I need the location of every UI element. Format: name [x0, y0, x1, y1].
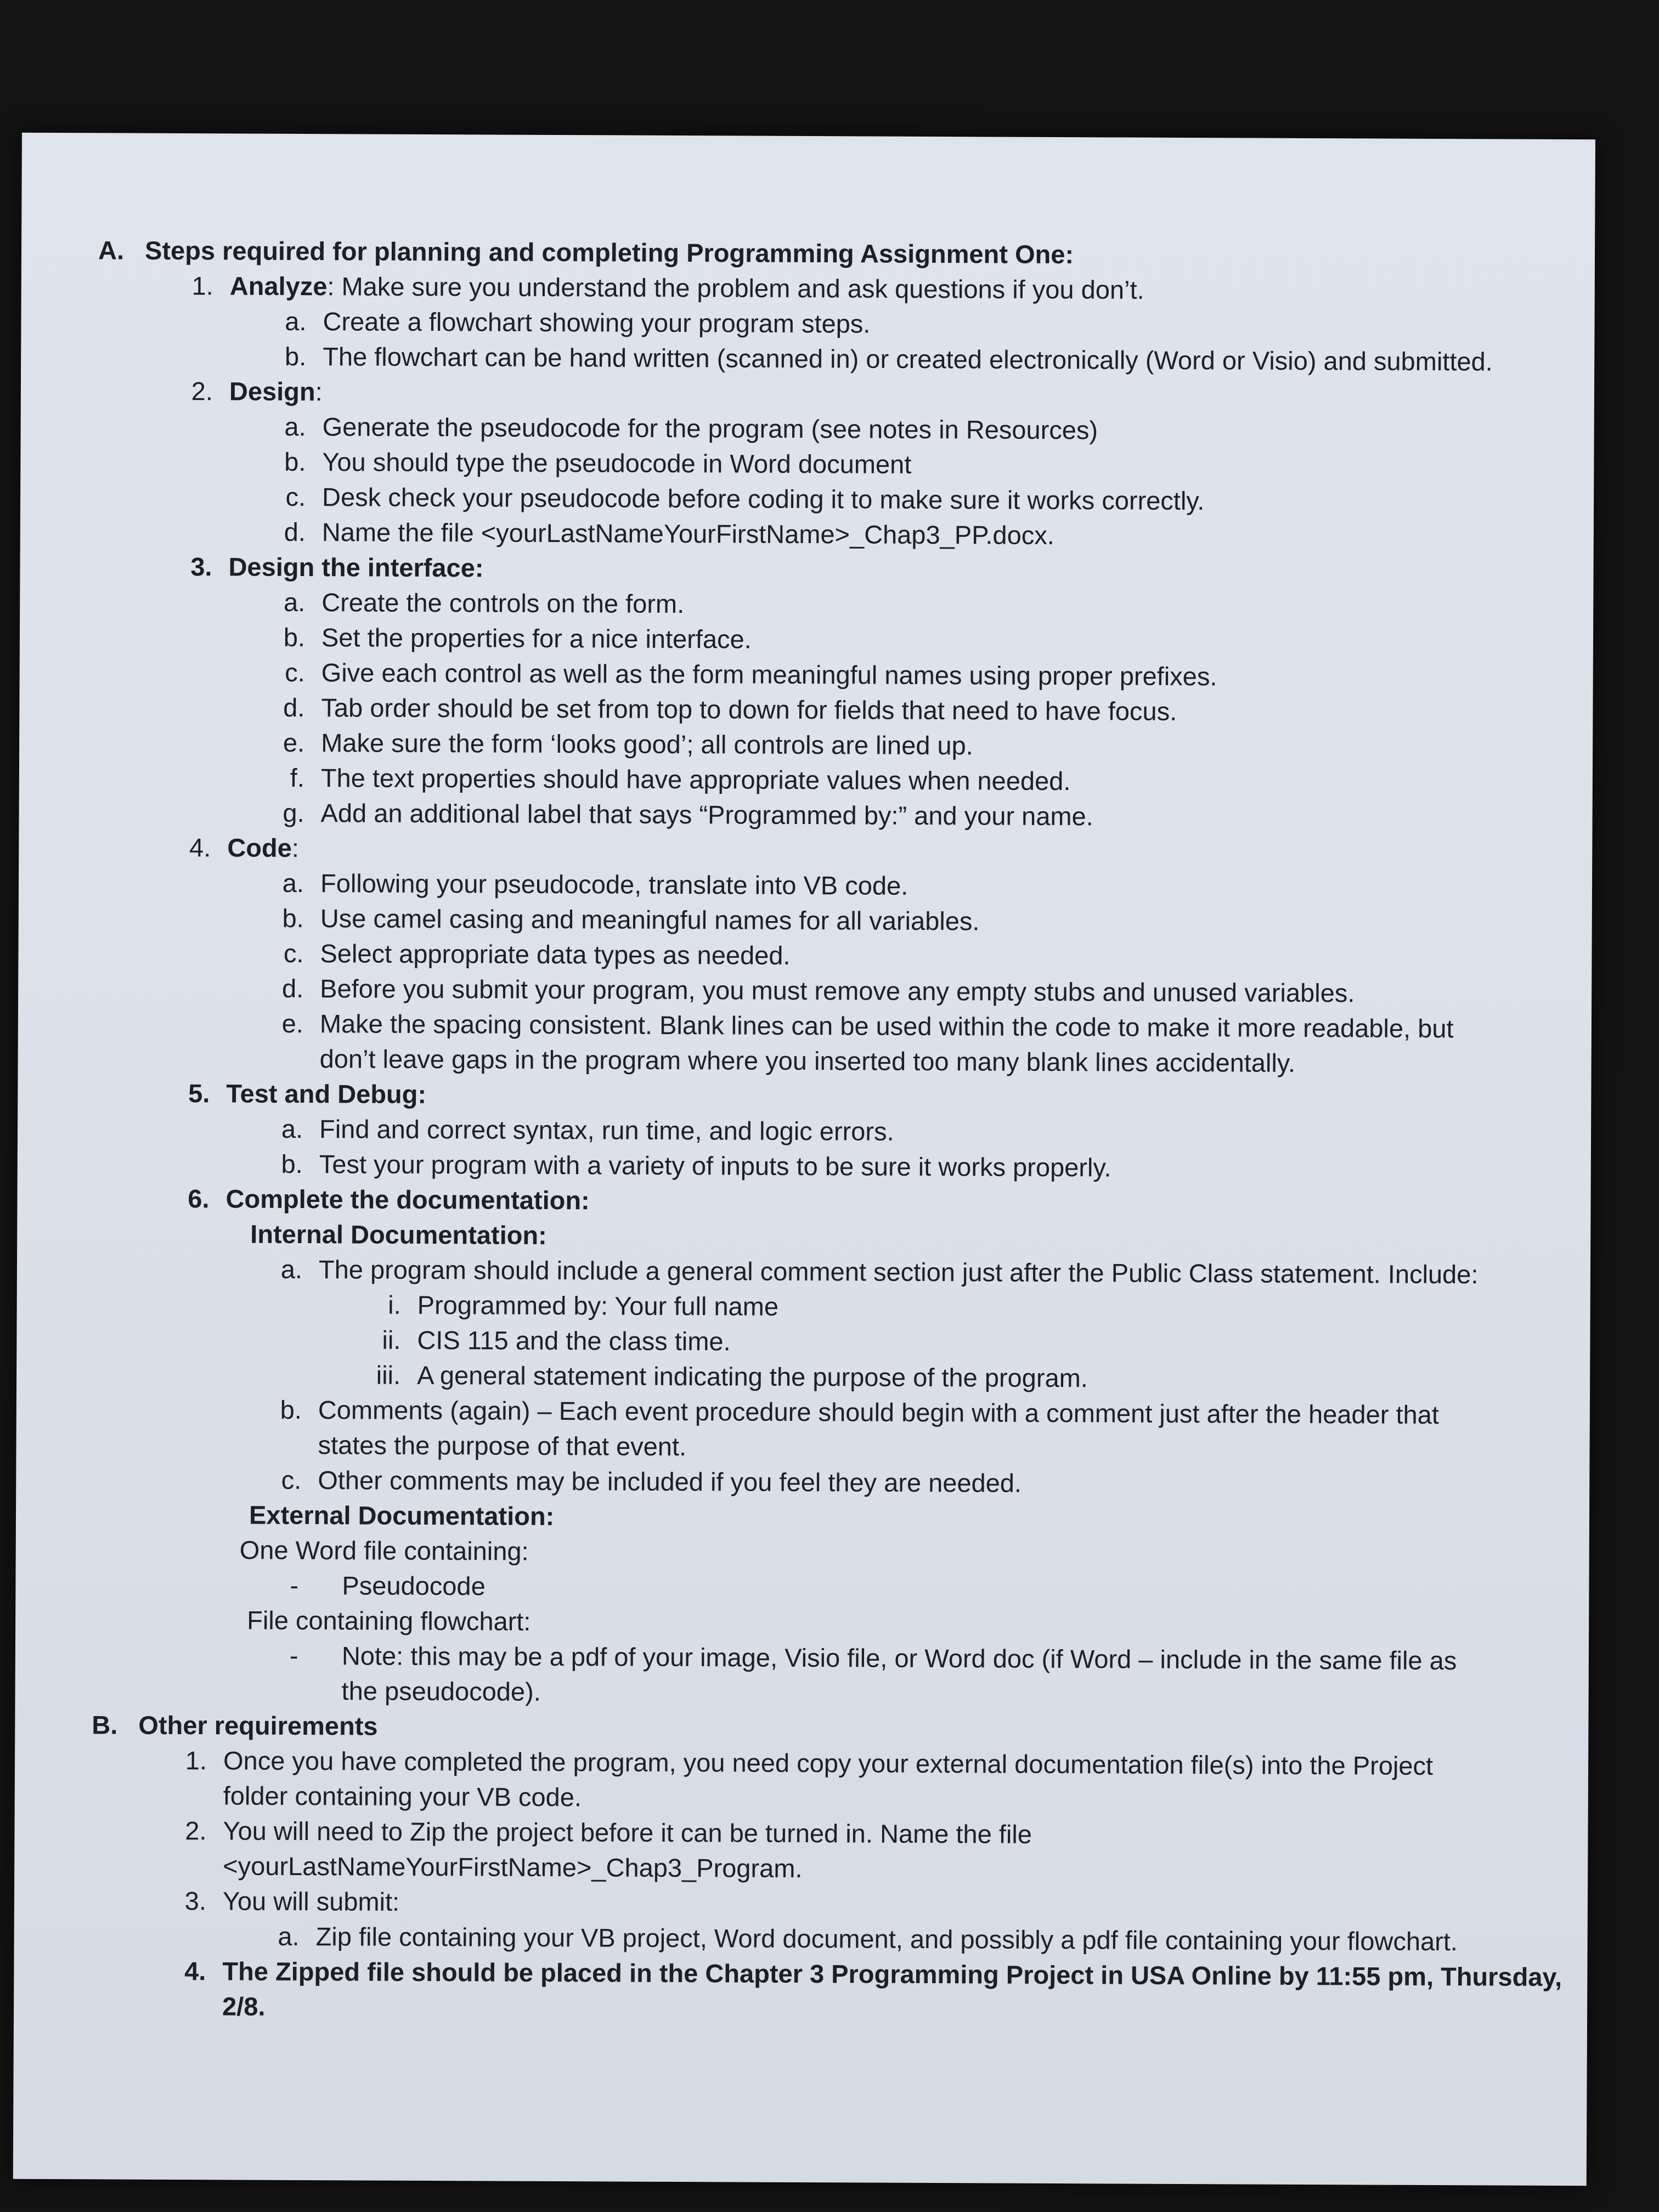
list-item: [95, 970, 1543, 1012]
sub-item: [94, 1286, 1542, 1328]
dash-marker: -: [290, 1570, 299, 1600]
item-text: Test your program with a variety of inputs to be sure it works properly.: [319, 1149, 1111, 1182]
item-marker: 3.: [184, 1886, 207, 1916]
requirement-item-continuation: [91, 1988, 1539, 2030]
list-item: [98, 303, 1546, 345]
item-text: You will submit:: [222, 1886, 400, 1916]
list-item: [93, 1462, 1541, 1503]
item-marker: f.: [290, 763, 305, 793]
item-text: Add an additional label that says “Programmed by:” and your name.: [320, 798, 1093, 831]
list-item: [96, 689, 1544, 731]
item-text: Before you submit your program, you must remove any empty stubs and unused variables.: [320, 974, 1355, 1008]
list-item: [95, 794, 1544, 836]
item-text: Use camel casing and meaningful names for all variables.: [320, 904, 980, 936]
item-marker: b.: [284, 447, 306, 477]
item-text: folder containing your VB code.: [223, 1781, 582, 1812]
item-marker: a.: [280, 1254, 303, 1284]
item-text: states the purpose of that event.: [318, 1430, 687, 1462]
subitem-text: A general statement indicating the purpose of the program.: [417, 1360, 1088, 1393]
item-marker: 4.: [184, 1956, 206, 1986]
list-item: [91, 1918, 1539, 1960]
item-marker: b.: [280, 1395, 302, 1424]
dash-item: [92, 1637, 1541, 1679]
item-text: Zip file containing your VB project, Word document, and possibly a pdf file containing your flowchart.: [315, 1922, 1458, 1956]
step-marker: 1.: [191, 271, 213, 301]
item-marker: 2.: [185, 1816, 207, 1846]
item-marker: d.: [281, 973, 304, 1003]
dash-item-text: the pseudocode).: [341, 1676, 541, 1706]
item-marker: c.: [281, 1465, 302, 1494]
item-marker: a.: [282, 868, 304, 898]
section-a-heading: [98, 233, 1547, 274]
list-item: [95, 865, 1544, 906]
word-file-label: One Word file containing:: [239, 1535, 529, 1566]
subitem-marker: iii.: [376, 1360, 401, 1390]
item-text: Make sure the form ‘looks good’; all controls are lined up.: [321, 728, 973, 760]
step-text: :: [291, 833, 300, 862]
item-marker: a.: [278, 1921, 300, 1951]
paper-sheet: [13, 133, 1595, 2186]
item-marker: 1.: [185, 1746, 207, 1775]
item-text: Name the file <yourLastNameYourFirstName>_Chap3_PP.docx.: [321, 517, 1054, 550]
requirement-item: [92, 1742, 1540, 1784]
step-marker: 4.: [189, 833, 211, 862]
item-marker: b.: [284, 341, 307, 371]
subitem-marker: ii.: [382, 1325, 401, 1355]
section-a-title: Steps required for planning and completing Programming Assignment One:: [144, 235, 1074, 269]
item-marker: a.: [281, 1114, 303, 1143]
dash-item-continuation: [92, 1672, 1540, 1714]
list-item: [93, 1391, 1542, 1433]
document-body: [91, 233, 1562, 2029]
step-title: Analyze: [229, 271, 328, 301]
item-text: Generate the pseudocode for the program (see notes in Resources): [322, 412, 1098, 445]
list-item: [96, 724, 1544, 766]
item-text: The flowchart can be hand written (scanned in) or created electronically (Word or Visio) and submitted.: [323, 342, 1493, 376]
item-text: Tab order should be set from top to down for fields that need to have focus.: [321, 693, 1177, 726]
list-item-continuation: [93, 1426, 1541, 1468]
item-marker: c.: [285, 482, 306, 512]
list-item: [95, 900, 1544, 941]
step-code: [95, 830, 1544, 871]
sub-item: [93, 1321, 1542, 1363]
item-marker: a.: [285, 306, 307, 336]
list-item: [98, 408, 1546, 450]
list-item: [97, 443, 1545, 485]
list-item: [97, 654, 1545, 696]
item-text: You should type the pseudocode in Word document: [322, 447, 912, 479]
list-item: [94, 1251, 1542, 1293]
item-text: Create the controls on the form.: [321, 588, 685, 619]
item-text: Make the spacing consistent. Blank lines can be used within the code to make it more readable, but: [319, 1009, 1454, 1043]
subitem-text: Programmed by: Your full name: [417, 1290, 779, 1321]
item-text: Find and correct syntax, run time, and logic errors.: [319, 1114, 894, 1146]
item-text: <yourLastNameYourFirstName>_Chap3_Program.: [223, 1851, 803, 1883]
item-text: The Zipped file should be placed in the Chapter 3 Programming Project in USA Online by 11:55 pm, Thursday,: [222, 1956, 1562, 1992]
requirement-item: [91, 1883, 1539, 1925]
item-text: Comments (again) – Each event procedure should begin with a comment just after the header that: [318, 1395, 1439, 1430]
sub-item: [93, 1356, 1542, 1398]
list-item: [94, 1110, 1543, 1152]
step-marker: 5.: [188, 1079, 210, 1108]
item-text: Other comments may be included if you feel they are needed.: [318, 1465, 1022, 1498]
step-design-interface: [97, 549, 1545, 590]
item-text: Once you have completed the program, you need copy your external documentation file(s) into the Project: [223, 1746, 1434, 1780]
item-marker: b.: [283, 622, 306, 652]
item-marker: a.: [283, 587, 306, 617]
step-analyze: [98, 268, 1547, 309]
section-b-heading: [92, 1707, 1540, 1749]
item-marker: c.: [283, 938, 304, 968]
step-title: Code: [227, 833, 292, 862]
item-text: Give each control as well as the form meaningful names using proper prefixes.: [321, 658, 1217, 691]
internal-doc-heading: Internal Documentation:: [250, 1219, 547, 1250]
subitem-marker: i.: [388, 1290, 401, 1319]
step-text: : Make sure you understand the problem and ask questions if you don’t.: [327, 272, 1144, 304]
step-text: :: [315, 377, 323, 407]
item-text: You will need to Zip the project before it can be turned in. Name the file: [223, 1816, 1032, 1849]
list-item: [95, 935, 1543, 977]
dash-item-text: Pseudocode: [342, 1571, 486, 1601]
item-text: The program should include a general comment section just after the Public Class statement. Include:: [318, 1255, 1479, 1289]
requirement-item-deadline: [91, 1953, 1562, 1995]
dash-item-text: Note: this may be a pdf of your image, Visio file, or Word doc (if Word – include in the same file as: [341, 1641, 1457, 1675]
step-marker: 6.: [188, 1184, 210, 1214]
list-item: [98, 338, 1546, 380]
item-marker: e.: [281, 1008, 304, 1038]
requirement-item: [91, 1813, 1539, 1854]
dash-marker: -: [289, 1640, 298, 1670]
item-text: Following your pseudocode, translate into VB code.: [320, 868, 909, 900]
item-marker: b.: [282, 903, 304, 933]
step-test-debug: [94, 1075, 1543, 1117]
step-title: Design the interface:: [228, 552, 484, 583]
section-b-marker: B.: [92, 1710, 118, 1740]
section-a-marker: A.: [98, 235, 125, 265]
item-text: don’t leave gaps in the program where you inserted too many blank lines accidentally.: [319, 1044, 1296, 1077]
step-title: Complete the documentation:: [225, 1184, 590, 1215]
item-text: 2/8.: [222, 1991, 266, 2021]
item-marker: d.: [283, 692, 305, 723]
item-text: Set the properties for a nice interface.: [321, 623, 752, 654]
step-title: Design: [229, 376, 315, 407]
item-marker: c.: [285, 657, 305, 687]
section-b-title: Other requirements: [138, 1710, 378, 1741]
list-item: [97, 619, 1545, 661]
dash-item: [92, 1567, 1541, 1609]
item-marker: e.: [283, 727, 305, 758]
item-text: The text properties should have appropriate values when needed.: [320, 763, 1071, 796]
flowchart-file-label: File containing flowchart:: [247, 1605, 531, 1636]
step-design: [98, 373, 1546, 415]
item-text: Select appropriate data types as needed.: [320, 939, 791, 970]
list-item: [97, 514, 1545, 555]
list-item: [96, 759, 1544, 801]
step-marker: 2.: [191, 376, 213, 406]
list-item: [97, 584, 1545, 625]
step-marker: 3.: [190, 552, 212, 582]
list-item: [95, 1005, 1543, 1047]
external-doc-heading: External Documentation:: [249, 1500, 555, 1531]
item-marker: d.: [284, 517, 306, 547]
item-text: Create a flowchart showing your program steps.: [323, 307, 871, 338]
step-documentation: [94, 1181, 1542, 1222]
subitem-text: CIS 115 and the class time.: [417, 1325, 731, 1356]
item-marker: g.: [283, 798, 304, 827]
list-item: [97, 478, 1545, 520]
step-title: Test and Debug:: [226, 1079, 427, 1109]
item-marker: b.: [281, 1149, 303, 1178]
item-marker: a.: [284, 411, 306, 442]
list-item: [94, 1146, 1543, 1187]
item-text: Desk check your pseudocode before coding it to make sure it works correctly.: [322, 482, 1205, 516]
list-item-continuation: [95, 1040, 1543, 1082]
requirement-item-continuation: [91, 1848, 1539, 1889]
requirement-item-continuation: [92, 1778, 1540, 1819]
